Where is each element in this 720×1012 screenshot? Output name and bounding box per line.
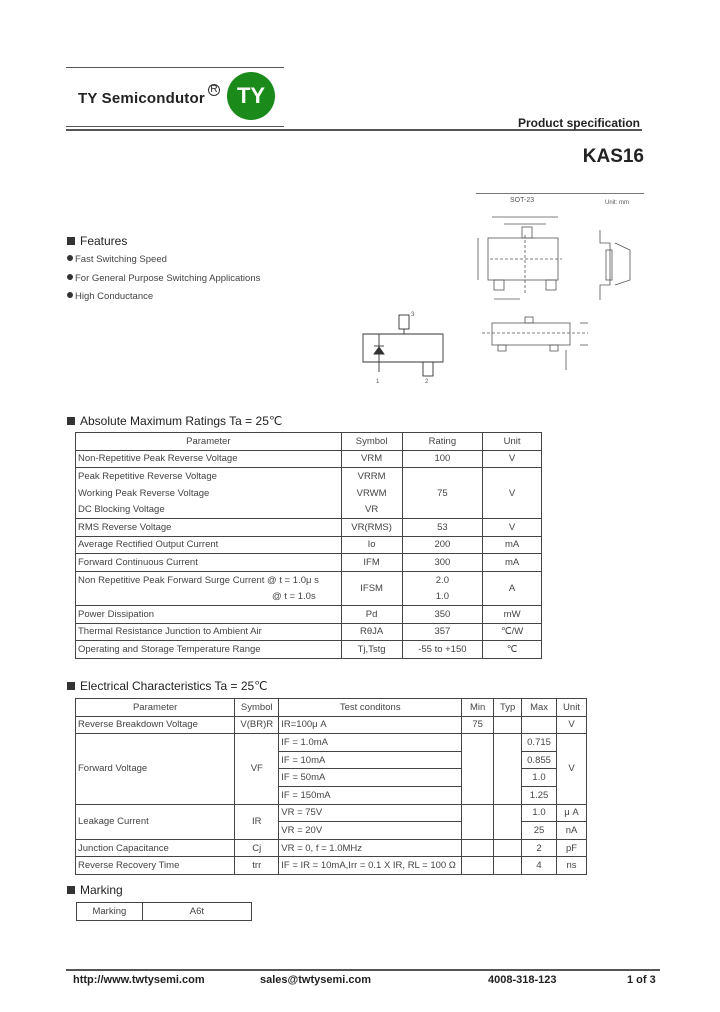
footer-website-link[interactable]: http://www.twtysemi.com bbox=[73, 974, 205, 986]
registered-mark: R bbox=[208, 84, 220, 96]
cell-rating: 75 bbox=[402, 468, 483, 519]
col-header: Unit bbox=[483, 433, 542, 451]
pin2-label: 2 bbox=[425, 379, 429, 385]
cell-typ bbox=[494, 857, 522, 875]
feature-item: For General Purpose Switching Applications bbox=[67, 273, 260, 284]
pin1-label: 1 bbox=[376, 379, 380, 385]
cell-unit: mA bbox=[483, 536, 542, 554]
table-row bbox=[76, 450, 542, 468]
cell-unit: mA bbox=[483, 554, 542, 572]
bullet-dot-icon bbox=[67, 255, 73, 261]
header-top-rule bbox=[66, 67, 284, 68]
cell-typ bbox=[494, 734, 522, 804]
cell-parameter: Operating and Storage Temperature Range bbox=[76, 641, 342, 659]
table-row bbox=[76, 716, 587, 734]
cell-parameter: Forward Voltage bbox=[76, 734, 235, 804]
cell-max: 0.855 bbox=[522, 751, 557, 769]
cell-symbol: Cj bbox=[235, 839, 279, 857]
table-row bbox=[76, 518, 542, 536]
cell-max: 25 bbox=[522, 822, 557, 840]
header-left-rule bbox=[66, 126, 284, 127]
table-row bbox=[76, 468, 542, 485]
cell-unit: mW bbox=[483, 605, 542, 623]
cell-symbol: trr bbox=[235, 857, 279, 875]
col-header: Min bbox=[462, 699, 494, 717]
cell-max: 1.0 bbox=[522, 804, 557, 822]
cell-condition: IF = 10mA bbox=[279, 751, 462, 769]
table-row bbox=[76, 839, 587, 857]
marking-heading: Marking bbox=[67, 883, 123, 897]
cell-symbol: VR(RMS) bbox=[341, 518, 402, 536]
marking-table bbox=[76, 902, 252, 921]
abs-max-heading: Absolute Maximum Ratings Ta = 25℃ bbox=[67, 414, 282, 428]
cell-parameter: Reverse Breakdown Voltage bbox=[76, 716, 235, 734]
col-header: Rating bbox=[402, 433, 483, 451]
cell-rating: 200 bbox=[402, 536, 483, 554]
cell-symbol: Tj,Tstg bbox=[341, 641, 402, 659]
cell-condition: VR = 20V bbox=[279, 822, 462, 840]
cell-min: 75 bbox=[462, 716, 494, 734]
bullet-square-icon bbox=[67, 682, 75, 690]
bullet-square-icon bbox=[67, 886, 75, 894]
cell-symbol: Io bbox=[341, 536, 402, 554]
cell-rating: 2.0 bbox=[402, 571, 483, 588]
cell-symbol: VR bbox=[341, 501, 402, 518]
table-header-row bbox=[76, 433, 542, 451]
footer-phone: 4008-318-123 bbox=[488, 974, 557, 986]
table-row bbox=[76, 588, 542, 605]
cell-symbol: Pd bbox=[341, 605, 402, 623]
cell-min bbox=[462, 734, 494, 804]
cell-unit: ℃/W bbox=[483, 623, 542, 641]
col-header: Max bbox=[522, 699, 557, 717]
cell-symbol: IFSM bbox=[341, 571, 402, 605]
cell-parameter: Average Rectified Output Current bbox=[76, 536, 342, 554]
cell-typ bbox=[494, 839, 522, 857]
cell-parameter: Reverse Recovery Time bbox=[76, 857, 235, 875]
cell-parameter: Peak Repetitive Reverse Voltage bbox=[76, 468, 342, 485]
cell-parameter: RMS Reverse Voltage bbox=[76, 518, 342, 536]
col-header: Unit bbox=[557, 699, 587, 717]
col-header: Test conditons bbox=[279, 699, 462, 717]
bullet-dot-icon bbox=[67, 292, 73, 298]
package-outline-drawing bbox=[470, 205, 650, 380]
cell-unit: V bbox=[483, 518, 542, 536]
cell-rating: 1.0 bbox=[402, 588, 483, 605]
bullet-square-icon bbox=[67, 417, 75, 425]
cell-parameter: Non Repetitive Peak Forward Surge Current @ t = 1.0μ s bbox=[76, 571, 342, 588]
cell-parameter: Non-Repetitive Peak Reverse Voltage bbox=[76, 450, 342, 468]
cell-rating: 53 bbox=[402, 518, 483, 536]
footer-page-number: 1 of 3 bbox=[627, 974, 656, 986]
package-rule bbox=[476, 193, 644, 194]
brand-name: TY Semicondutor bbox=[78, 90, 205, 107]
cell-condition: IF = IR = 10mA,Irr = 0.1 X IR, RL = 100 Ω bbox=[279, 857, 462, 875]
col-header: Parameter bbox=[76, 699, 235, 717]
cell-symbol: VRRM bbox=[341, 468, 402, 485]
cell-parameter: Forward Continuous Current bbox=[76, 554, 342, 572]
cell-condition: IF = 150mA bbox=[279, 786, 462, 804]
cell-symbol: VF bbox=[235, 734, 279, 804]
cell-parameter: Working Peak Reverse Voltage bbox=[76, 485, 342, 502]
table-row bbox=[76, 857, 587, 875]
cell-rating: 100 bbox=[402, 450, 483, 468]
cell-unit: μ A bbox=[557, 804, 587, 822]
cell-parameter: DC Blocking Voltage bbox=[76, 501, 342, 518]
cell-symbol: IR bbox=[235, 804, 279, 839]
cell-unit: V bbox=[557, 716, 587, 734]
cell-rating: 350 bbox=[402, 605, 483, 623]
cell-condition: IF = 50mA bbox=[279, 769, 462, 787]
cell-unit: pF bbox=[557, 839, 587, 857]
table-row bbox=[76, 605, 542, 623]
cell-parameter: Power Dissipation bbox=[76, 605, 342, 623]
cell-unit: ℃ bbox=[483, 641, 542, 659]
abs-max-table bbox=[75, 432, 542, 659]
col-header: Parameter bbox=[76, 433, 342, 451]
table-row bbox=[77, 903, 252, 921]
cell-marking-label: Marking bbox=[77, 903, 143, 921]
elec-char-table bbox=[75, 698, 587, 875]
part-number: KAS16 bbox=[582, 146, 644, 167]
table-row bbox=[76, 554, 542, 572]
cell-symbol: VRM bbox=[341, 450, 402, 468]
cell-max: 4 bbox=[522, 857, 557, 875]
feature-item: High Conductance bbox=[67, 291, 153, 302]
table-row bbox=[76, 623, 542, 641]
cell-rating: 357 bbox=[402, 623, 483, 641]
product-specification-label: Product specification bbox=[517, 116, 640, 130]
package-label: SOT-23 bbox=[510, 197, 535, 204]
elec-heading: Electrical Characteristics Ta = 25℃ bbox=[67, 679, 268, 693]
feature-item: Fast Switching Speed bbox=[67, 254, 167, 265]
cell-unit: A bbox=[483, 571, 542, 605]
ty-logo: TY bbox=[227, 72, 275, 120]
bullet-dot-icon bbox=[67, 274, 73, 280]
table-row bbox=[76, 804, 587, 822]
cell-max: 1.25 bbox=[522, 786, 557, 804]
cell-parameter: @ t = 1.0s bbox=[76, 588, 342, 605]
diode-circuit-symbol bbox=[355, 312, 450, 392]
cell-condition: VR = 75V bbox=[279, 804, 462, 822]
cell-max: 1.0 bbox=[522, 769, 557, 787]
pin3-label: 3 bbox=[411, 312, 415, 318]
col-header: Typ bbox=[494, 699, 522, 717]
cell-condition: IF = 1.0mA bbox=[279, 734, 462, 752]
cell-min bbox=[462, 839, 494, 857]
cell-unit: V bbox=[483, 468, 542, 519]
cell-unit: nA bbox=[557, 822, 587, 840]
package-unit: Unit: mm bbox=[605, 200, 629, 206]
features-heading: Features bbox=[67, 234, 127, 248]
table-row bbox=[76, 536, 542, 554]
cell-min bbox=[462, 804, 494, 839]
cell-typ bbox=[494, 716, 522, 734]
cell-condition: IR=100μ A bbox=[279, 716, 462, 734]
cell-rating: -55 to +150 bbox=[402, 641, 483, 659]
cell-symbol: RθJA bbox=[341, 623, 402, 641]
cell-max: 2 bbox=[522, 839, 557, 857]
table-row bbox=[76, 641, 542, 659]
table-row bbox=[76, 571, 542, 588]
table-row bbox=[76, 734, 587, 752]
cell-max bbox=[522, 716, 557, 734]
cell-symbol: IFM bbox=[341, 554, 402, 572]
cell-condition: VR = 0, f = 1.0MHz bbox=[279, 839, 462, 857]
footer-email-link[interactable]: sales@twtysemi.com bbox=[260, 974, 371, 986]
cell-unit: V bbox=[483, 450, 542, 468]
col-header: Symbol bbox=[341, 433, 402, 451]
footer-rule bbox=[66, 969, 660, 971]
cell-min bbox=[462, 857, 494, 875]
cell-unit: ns bbox=[557, 857, 587, 875]
cell-typ bbox=[494, 804, 522, 839]
cell-marking-value: A6t bbox=[142, 903, 251, 921]
col-header: Symbol bbox=[235, 699, 279, 717]
cell-symbol: VRWM bbox=[341, 485, 402, 502]
table-header-row bbox=[76, 699, 587, 717]
cell-parameter: Leakage Current bbox=[76, 804, 235, 839]
bullet-square-icon bbox=[67, 237, 75, 245]
cell-unit: V bbox=[557, 734, 587, 804]
cell-rating: 300 bbox=[402, 554, 483, 572]
cell-max: 0.715 bbox=[522, 734, 557, 752]
cell-parameter: Junction Capacitance bbox=[76, 839, 235, 857]
cell-parameter: Thermal Resistance Junction to Ambient Air bbox=[76, 623, 342, 641]
cell-symbol: V(BR)R bbox=[235, 716, 279, 734]
